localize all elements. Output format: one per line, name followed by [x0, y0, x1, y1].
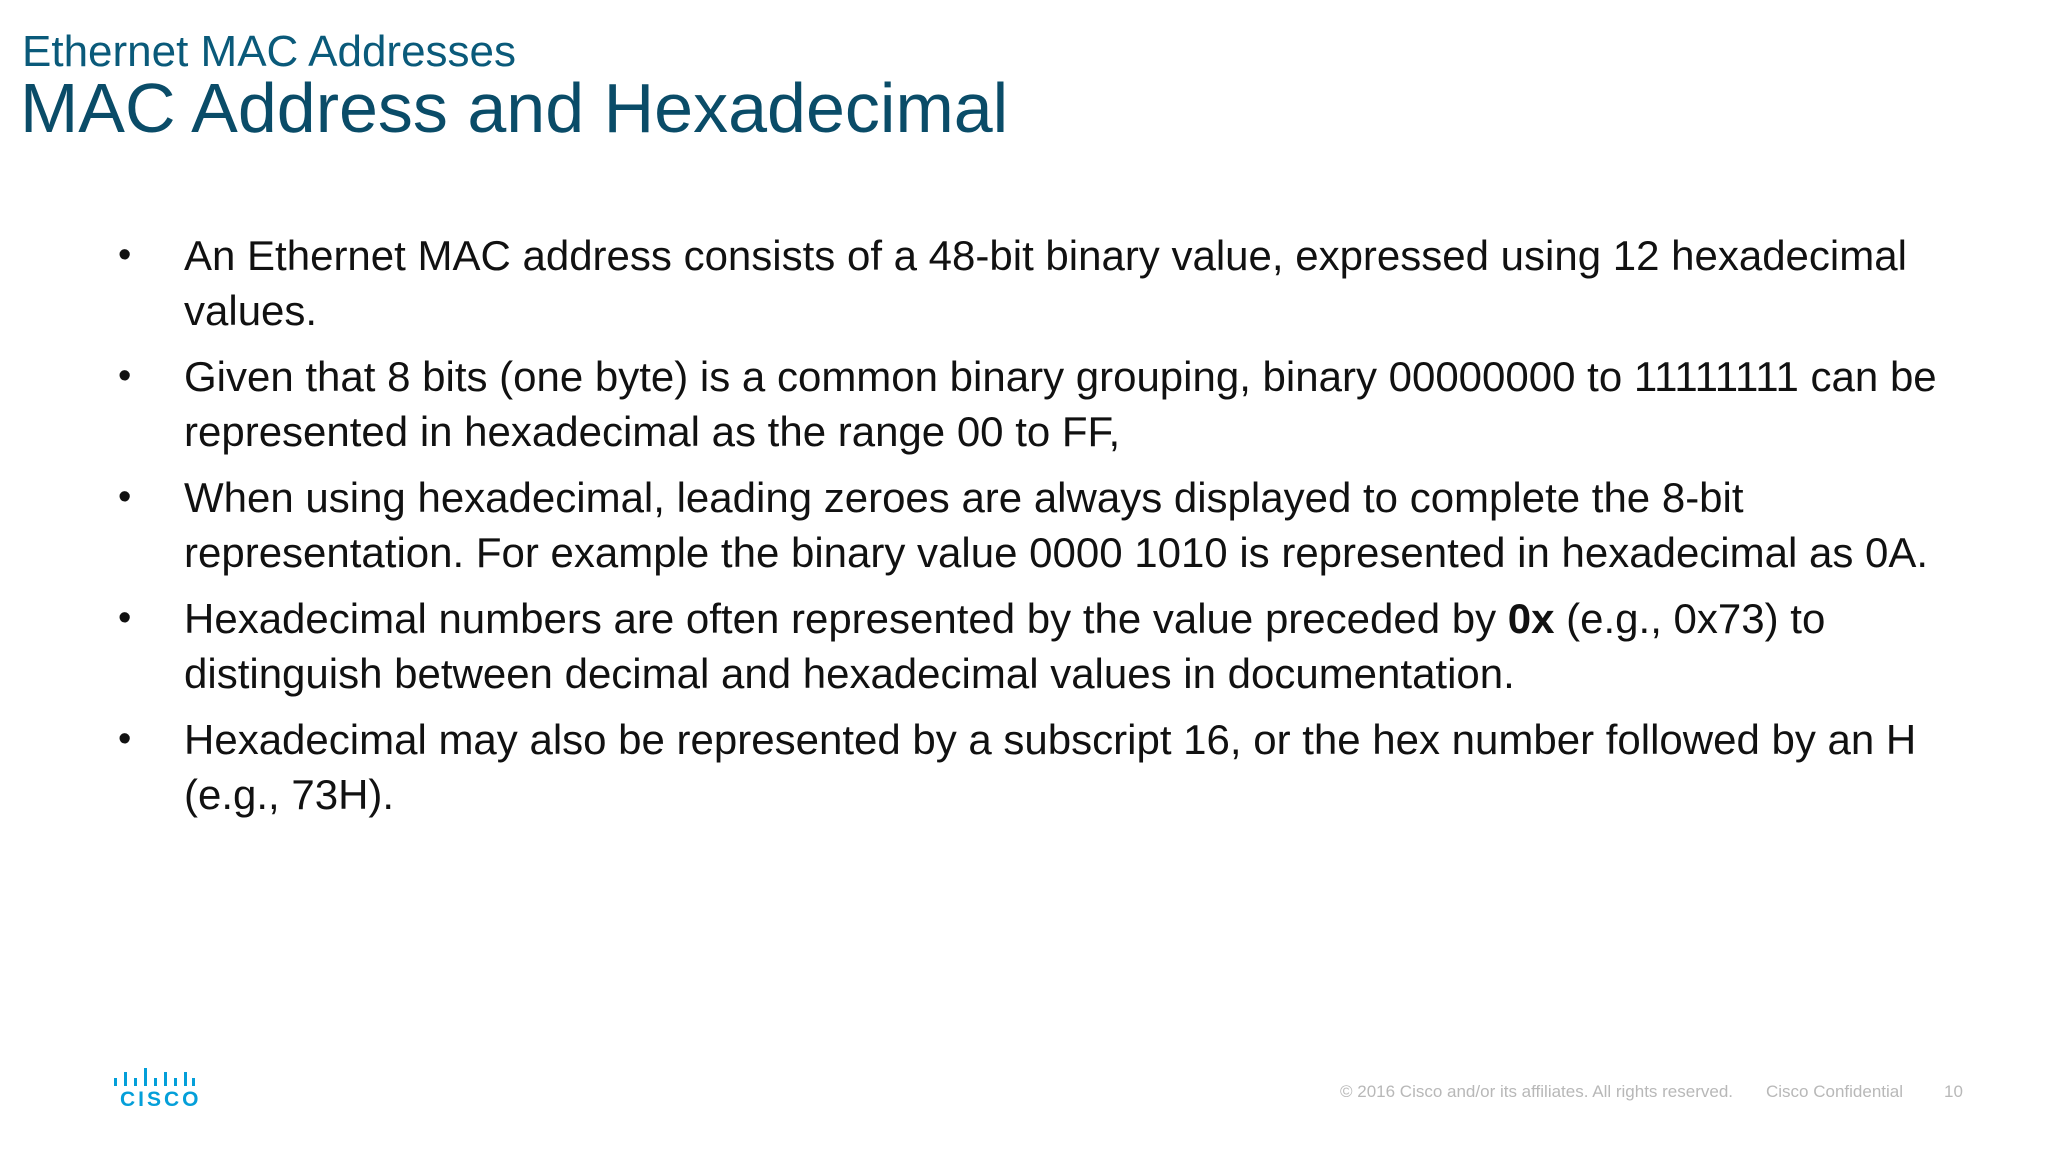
bullet-text: When using hexadecimal, leading zeroes are always displayed to complete the 8-bit representation. For example the binary value 0000 1010 is represented in hexadecimal as 0A. — [184, 474, 1929, 576]
bullet-item — [118, 712, 1978, 822]
page-number: 10 — [1944, 1082, 1963, 1101]
bullet-text: An Ethernet MAC address consists of a 48-bit binary value, expressed using 12 hexadecimal values. — [184, 232, 1907, 334]
bullet-dot-icon: • — [118, 234, 132, 276]
bullet-item — [118, 470, 1978, 580]
bullet-dot-icon: • — [118, 476, 132, 518]
bullet-dot-icon: • — [118, 355, 132, 397]
bullet-text-bold: 0x — [1507, 595, 1555, 642]
cisco-logo — [112, 1066, 202, 1114]
slide-supertitle: Ethernet MAC Addresses — [22, 27, 517, 76]
bullet-text-after: (e.g., 0x73) to distinguish between decimal and hexadecimal values in documentation. — [184, 595, 1826, 697]
bullet-dot-icon: • — [118, 597, 132, 639]
bullet-list — [118, 228, 1978, 833]
cisco-bars-icon — [112, 1066, 196, 1088]
slide-title: MAC Address and Hexadecimal — [20, 69, 1009, 147]
bullet-item — [118, 349, 1978, 459]
bullet-item — [118, 228, 1978, 338]
bullet-text: Given that 8 bits (one byte) is a common binary grouping, binary 00000000 to 11111111 can be represented in hexadecimal as the range 00 to FF, — [184, 353, 1937, 455]
bullet-item — [118, 591, 1978, 701]
footer-copyright: © 2016 Cisco and/or its affiliates. All rights reserved. — [1340, 1082, 1734, 1101]
cisco-logo-text: CISCO — [120, 1088, 202, 1111]
bullet-text: Hexadecimal may also be represented by a subscript 16, or the hex number followed by an H (e.g., 73H). — [184, 716, 1917, 818]
bullet-text-before: Hexadecimal numbers are often represented by the value preceded by — [184, 595, 1508, 642]
bullet-dot-icon: • — [118, 718, 132, 760]
footer-confidential: Cisco Confidential — [1766, 1082, 1904, 1101]
